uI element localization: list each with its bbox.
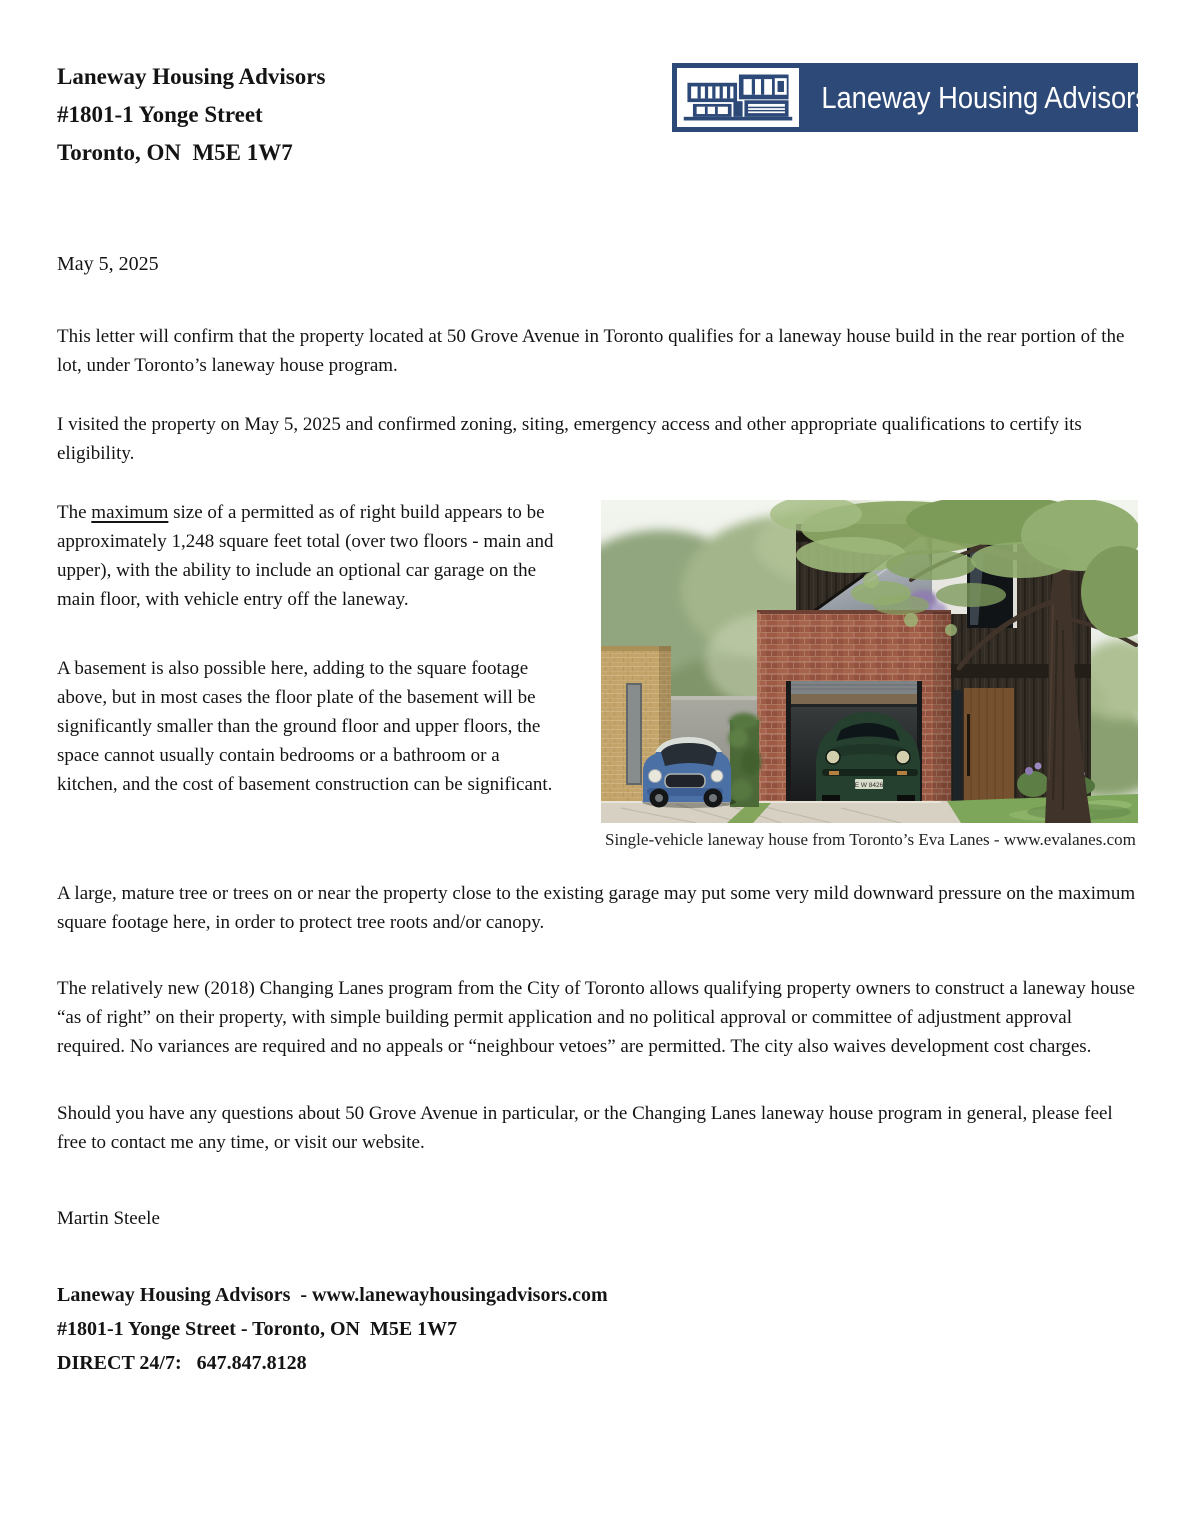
company-logo-banner (672, 63, 1149, 132)
p3-text-after: size of a permitted as of right build appears to be approximately 1,248 square feet total (over two floors - main and upper), with the ability to include an optional car garage on the main floor, with vehicle entry off the laneway. (57, 502, 554, 610)
footer-contact-block (57, 1278, 1138, 1380)
signature-name: Martin Steele (57, 1208, 160, 1229)
sender-name: Laneway Housing Advisors (57, 64, 326, 89)
laneway-house-photo-figure (601, 500, 1138, 851)
logo-wordmark: Laneway Housing Advisors (821, 79, 1149, 115)
sender-city: Toronto, ON M5E 1W7 (57, 140, 293, 165)
photo-wrap-section (57, 498, 1138, 849)
footer-company-website: Laneway Housing Advisors - www.lanewayhousingadvisors.com (57, 1284, 608, 1306)
svg-text:E W 8426: E W 8426 (854, 782, 884, 789)
laneway-house-icon (677, 69, 799, 126)
p3-text-before: The (57, 502, 92, 523)
paragraph-basement: A basement is also possible here, adding to the square footage above, but in most cases the floor plate of the basement will be significantly smaller than the ground floor and upper floors, the space cannot usually contain bedrooms or a bathroom or a kitchen, and the cost of basement construction can be significant. (57, 658, 553, 795)
photo-caption: Single-vehicle laneway house from Toronto’s Eva Lanes - www.evalanes.com (605, 830, 1136, 849)
underlined-word: maximum (91, 502, 169, 523)
footer-address: #1801-1 Yonge Street - Toronto, ON M5E 1W7 (57, 1318, 458, 1340)
letterhead (57, 58, 1149, 172)
paragraph-changing-lanes: The relatively new (2018) Changing Lanes program from the City of Toronto allows qualifying property owners to construct a laneway house “as of right” on their property, with simple building permit application and no political approval or committee of adjustment approval required. No variances are required and no appeals or “neighbour vetoes” are permitted. The city also waives development cost charges. (57, 978, 1135, 1057)
sender-street: #1801-1 Yonge Street (57, 102, 263, 127)
paragraph-questions: Should you have any questions about 50 Grove Avenue in particular, or the Changing Lanes laneway house program in general, please feel free to contact me any time, or visit our website. (57, 1103, 1113, 1153)
paragraph-confirmation: This letter will confirm that the property located at 50 Grove Avenue in Toronto qualifies for a laneway house build in the rear portion of the lot, under Toronto’s laneway house program. (57, 326, 1125, 376)
laneway-house-photo (601, 500, 1138, 823)
paragraph-site-visit: I visited the property on May 5, 2025 and confirmed zoning, siting, emergency access and other appropriate qualifications to certify its eligibility. (57, 414, 1082, 464)
date-line: May 5, 2025 (57, 253, 159, 275)
footer-phone: DIRECT 24/7: 647.847.8128 (57, 1352, 307, 1374)
sender-address-block (57, 58, 325, 172)
logo-house-icon-box (677, 68, 799, 127)
paragraph-mature-tree: A large, mature tree or trees on or near the property close to the existing garage may put some very mild downward pressure on the maximum square footage here, in order to protect tree roots and/or canopy. (57, 883, 1136, 933)
